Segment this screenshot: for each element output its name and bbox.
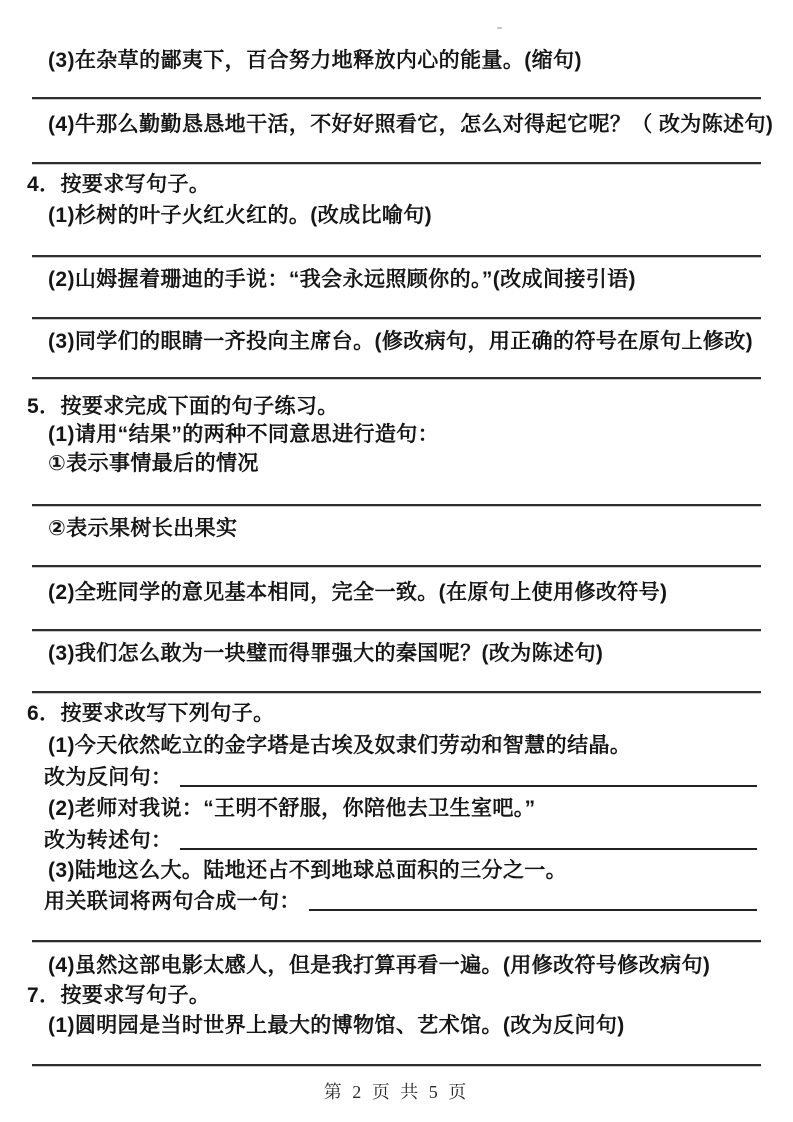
question-item: (3)在杂草的鄙夷下，百合努力地释放内心的能量。(缩句) [48,49,582,72]
question-item: (2)老师对我说：“王明不舒服，你陪他去卫生室吧。” [48,797,536,820]
question-title: 6．按要求改写下列句子。 [27,702,275,725]
answer-rule [32,317,761,320]
question-item: (4)牛那么勤勤恳恳地干活，不好好照看它，怎么对得起它呢？（ 改为陈述句) [48,113,774,136]
question-item: (2)全班同学的意见基本相同，完全一致。(在原句上使用修改符号) [48,581,668,604]
question-item: (4)虽然这部电影太感人，但是我打算再看一遍。(用修改符号修改病句) [48,954,711,977]
question-item: (3)陆地这么大。陆地还占不到地球总面积的三分之一。 [48,859,568,882]
answer-rule [32,377,761,380]
answer-rule [32,255,761,258]
answer-blank-row [0,889,793,914]
answer-rule [32,97,761,100]
answer-rule [32,940,761,943]
answer-rule [32,162,761,165]
answer-blank-line [180,785,757,787]
answer-blank-label: 用关联词将两句合成一句： [44,890,301,913]
question-title: 4．按要求写句子。 [27,173,211,196]
question-subitem: ①表示事情最后的情况 [48,452,259,475]
answer-rule [32,565,761,568]
answer-blank-label: 改为转述句： [44,829,173,852]
question-title: 5．按要求完成下面的句子练习。 [27,395,339,418]
page-footer: 第 2 页 共 5 页 [323,1082,470,1102]
answer-rule [32,504,761,507]
question-item: (1)请用“结果”的两种不同意思进行造句： [48,423,440,446]
question-item: (3)我们怎么敢为一块璧而得罪强大的秦国呢？(改为陈述句) [48,642,604,665]
answer-blank-line [309,909,757,911]
answer-blank-row [0,828,793,853]
answer-blank-label: 改为反问句： [44,766,173,789]
question-item: (1)杉树的叶子火红火红的。(改成比喻句) [48,204,433,227]
question-item: (1)今天依然屹立的金字塔是古埃及奴隶们劳动和智慧的结晶。 [48,734,632,757]
question-item: (3)同学们的眼睛一齐投向主席台。(修改病句，用正确的符号在原句上修改) [48,330,754,353]
question-subitem: ②表示果树长出果实 [48,517,238,540]
answer-rule [32,629,761,632]
answer-blank-row [0,765,793,790]
question-title: 7．按要求写句子。 [27,984,211,1007]
question-item: (1)圆明园是当时世界上最大的博物馆、艺术馆。(改为反问句) [48,1014,625,1037]
scan-speck [497,27,502,29]
answer-blank-line [180,848,757,850]
answer-rule [32,691,761,694]
question-item: (2)山姆握着珊迪的手说：“我会永远照顾你的。”(改成间接引语) [48,268,636,291]
answer-rule [32,1064,761,1067]
